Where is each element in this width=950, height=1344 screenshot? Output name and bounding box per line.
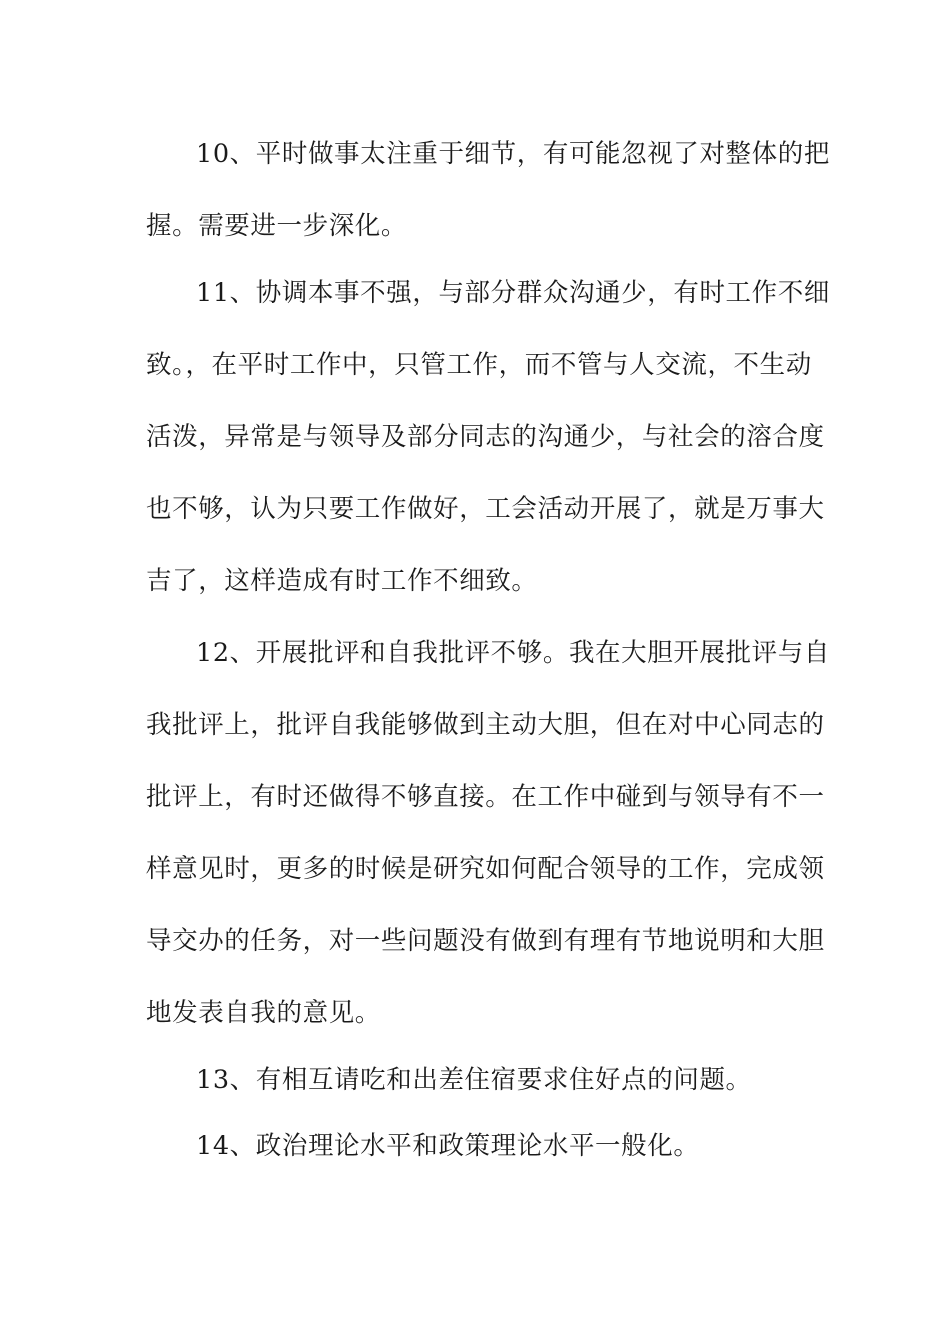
paragraph-11-line-2: 致。，在平时工作中，只管工作，而不管与人交流，不生动 (146, 350, 812, 380)
paragraph-12-line-3: 批评上，有时还做得不够直接。在工作中碰到与领导有不一 (146, 782, 825, 812)
paragraph-12-line-6: 地发表自我的意见。 (146, 998, 381, 1028)
paragraph-14-line-1: 14、政治理论水平和政策理论水平一般化。 (196, 1131, 700, 1161)
paragraph-11-line-4: 也不够，认为只要工作做好，工会活动开展了，就是万事大 (146, 494, 825, 524)
paragraph-10-line-2: 握。需要进一步深化。 (146, 211, 408, 241)
paragraph-13-line-1: 13、有相互请吃和出差住宿要求住好点的问题。 (196, 1065, 752, 1095)
paragraph-10-line-1: 10、平时做事太注重于细节，有可能忽视了对整体的把 (196, 139, 830, 169)
paragraph-12-line-2: 我批评上，批评自我能够做到主动大胆，但在对中心同志的 (146, 710, 825, 740)
paragraph-12-line-5: 导交办的任务，对一些问题没有做到有理有节地说明和大胆 (146, 926, 825, 956)
paragraph-12-line-1: 12、开展批评和自我批评不够。我在大胆开展批评与自 (196, 638, 830, 668)
paragraph-11-line-5: 吉了，这样造成有时工作不细致。 (146, 566, 538, 596)
paragraph-11-line-1: 11、协调本事不强，与部分群众沟通少，有时工作不细 (196, 278, 830, 308)
paragraph-11-line-3: 活泼，异常是与领导及部分同志的沟通少，与社会的溶合度 (146, 422, 825, 452)
paragraph-12-line-4: 样意见时，更多的时候是研究如何配合领导的工作，完成领 (146, 854, 825, 884)
